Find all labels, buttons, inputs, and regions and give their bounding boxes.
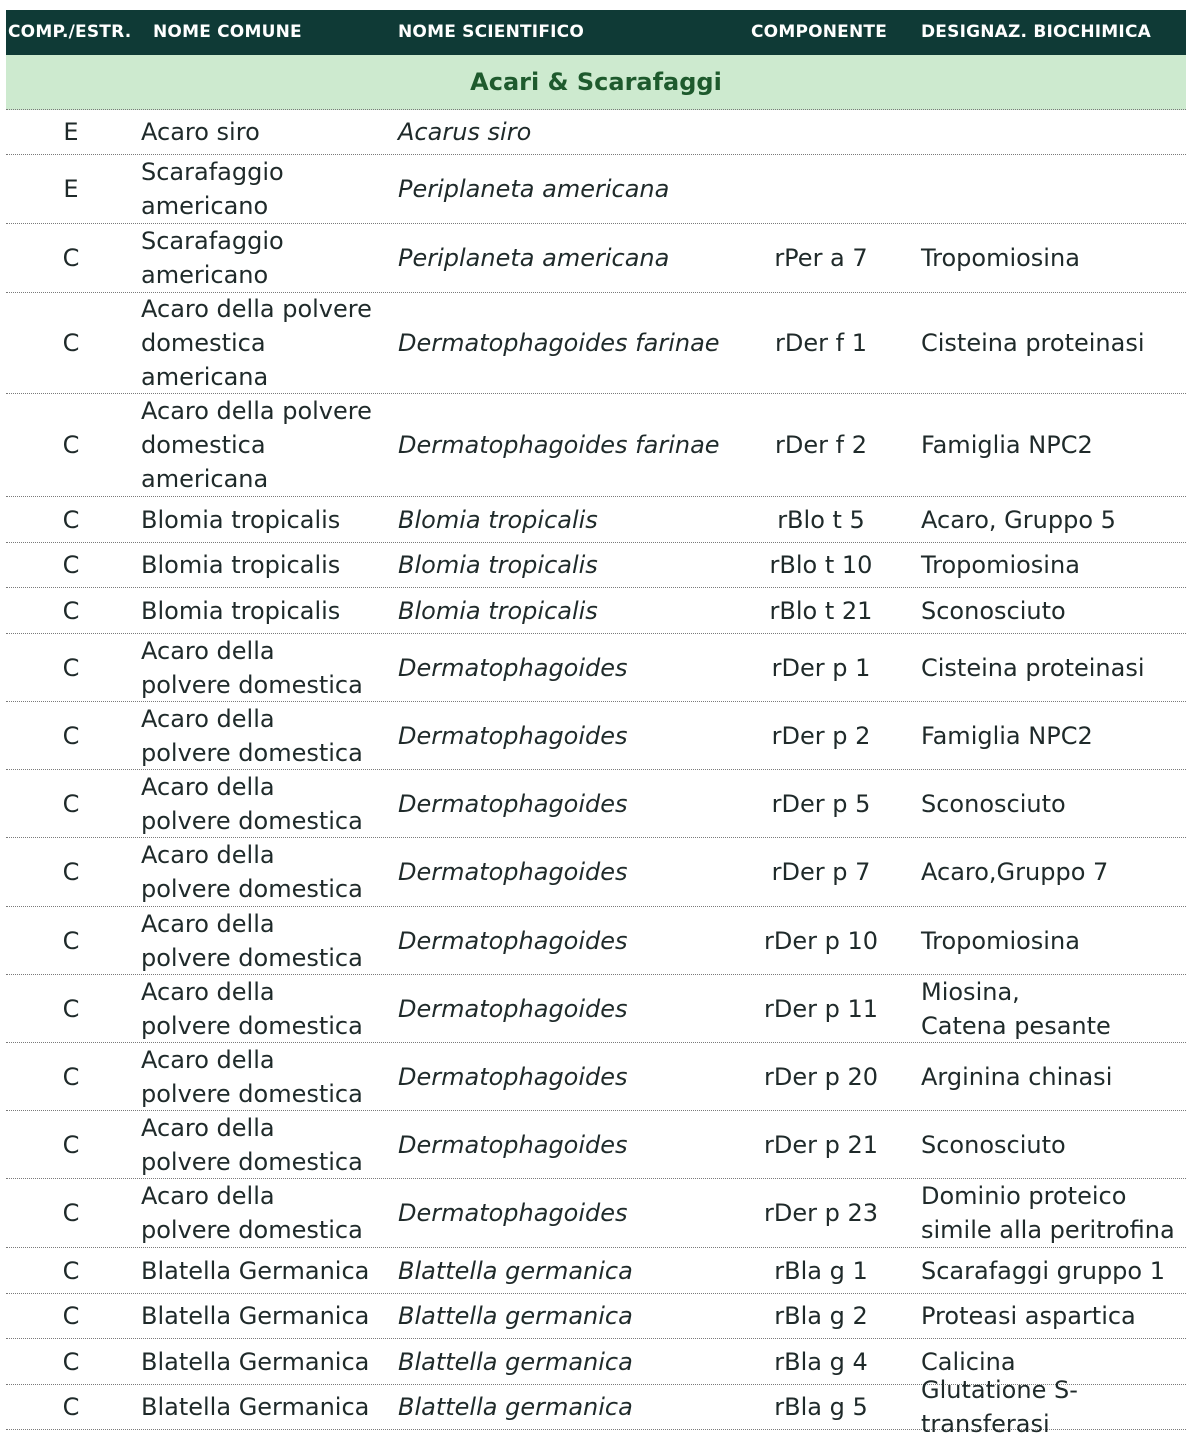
table-row xyxy=(6,588,1186,634)
table-row xyxy=(6,770,1186,838)
cell-nome-comune: Blomia tropicalis xyxy=(141,596,341,625)
cell-nome-scientifico: Periplaneta americana xyxy=(398,175,670,203)
cell-nome-comune: Blomia tropicalis xyxy=(141,551,341,579)
cell-nome-comune: Acaro della polvere domestica xyxy=(141,909,363,972)
cell-designazione: Famiglia NPC2 xyxy=(921,721,1093,750)
cell-comp-estr: C xyxy=(62,1130,80,1159)
cell-comp-estr: C xyxy=(62,1256,80,1285)
table-row xyxy=(6,543,1186,588)
cell-nome-scientifico: Periplaneta americana xyxy=(398,244,670,272)
cell-comp-estr: C xyxy=(62,926,80,955)
cell-nome-scientifico: Dermatophagoides xyxy=(398,1199,628,1227)
cell-componente xyxy=(751,110,891,154)
cell-componente: rDer p 11 xyxy=(763,994,878,1023)
cell-componente: rBla g 4 xyxy=(774,1347,868,1376)
cell-nome-comune: Blatella Germanica xyxy=(141,1302,370,1330)
cell-componente: rBlo t 5 xyxy=(777,505,865,534)
cell-nome-scientifico: Dermatophagoides farinae xyxy=(398,329,720,357)
cell-comp-estr: C xyxy=(62,653,80,682)
header-comp-estr: COMP./ESTR. xyxy=(8,22,132,42)
cell-nome-comune: Acaro della polvere domestica americana xyxy=(141,295,372,391)
cell-comp-estr: C xyxy=(62,1393,80,1421)
cell-designazione: Calicina xyxy=(921,1347,1016,1376)
cell-nome-scientifico: Blomia tropicalis xyxy=(398,596,598,625)
cell-nome-scientifico: Dermatophagoides xyxy=(398,1062,628,1091)
table-header xyxy=(6,10,1186,55)
table-row xyxy=(6,907,1186,975)
table-row xyxy=(6,497,1186,543)
cell-nome-comune: Scarafaggio americano xyxy=(141,227,284,289)
cell-comp-estr: C xyxy=(62,329,80,357)
cell-nome-scientifico: Blattella germanica xyxy=(398,1393,633,1421)
cell-nome-scientifico: Dermatophagoides xyxy=(398,789,628,818)
cell-nome-scientifico: Blomia tropicalis xyxy=(398,551,598,579)
cell-designazione: Dominio proteico simile alla peritrofina xyxy=(921,1182,1175,1244)
cell-designazione: Glutatione S-transferasi xyxy=(921,1376,1078,1438)
cell-comp-estr: C xyxy=(62,994,80,1023)
table-row xyxy=(6,1111,1186,1179)
table-row xyxy=(6,1043,1186,1111)
cell-nome-scientifico: Blomia tropicalis xyxy=(398,505,598,534)
cell-designazione xyxy=(921,155,1186,223)
cell-nome-comune: Acaro della polvere domestica xyxy=(141,1045,363,1108)
cell-designazione: Arginina chinasi xyxy=(921,1062,1113,1091)
table-row xyxy=(6,975,1186,1043)
table-row xyxy=(6,224,1186,293)
cell-componente: rDer p 7 xyxy=(771,858,871,886)
cell-comp-estr: C xyxy=(62,244,80,272)
cell-comp-estr: C xyxy=(62,505,80,534)
cell-designazione xyxy=(921,110,1186,154)
header-designazione: DESIGNAZ. BIOCHIMICA xyxy=(921,22,1151,42)
cell-designazione: Sconosciuto xyxy=(921,596,1066,625)
table-row xyxy=(6,702,1186,770)
cell-componente: rDer p 20 xyxy=(763,1062,878,1091)
table-row xyxy=(6,155,1186,224)
cell-componente: rBla g 1 xyxy=(774,1256,868,1285)
cell-componente: rDer p 5 xyxy=(771,789,871,818)
cell-designazione: Cisteina proteinasi xyxy=(921,329,1145,357)
cell-componente: rDer f 2 xyxy=(775,431,867,459)
cell-comp-estr: C xyxy=(62,858,80,886)
cell-comp-estr: C xyxy=(62,431,80,459)
cell-nome-scientifico: Blattella germanica xyxy=(398,1302,633,1330)
cell-comp-estr: C xyxy=(62,596,80,625)
table-row xyxy=(6,1248,1186,1294)
cell-componente: rDer p 21 xyxy=(763,1130,878,1159)
cell-nome-scientifico: Dermatophagoides xyxy=(398,926,628,955)
cell-designazione: Famiglia NPC2 xyxy=(921,431,1093,459)
cell-nome-comune: Acaro della polvere domestica xyxy=(141,977,363,1040)
table-row xyxy=(6,110,1186,155)
cell-componente xyxy=(751,155,891,223)
cell-nome-scientifico: Dermatophagoides xyxy=(398,1130,628,1159)
cell-nome-scientifico: Dermatophagoides xyxy=(398,858,628,886)
cell-comp-estr: C xyxy=(62,721,80,750)
cell-comp-estr: E xyxy=(63,118,79,146)
cell-comp-estr: C xyxy=(62,789,80,818)
cell-designazione: Miosina, Catena pesante xyxy=(921,977,1111,1040)
cell-designazione: Tropomiosina xyxy=(921,244,1080,272)
cell-designazione: Scarafaggi gruppo 1 xyxy=(921,1256,1165,1285)
cell-designazione: Cisteina proteinasi xyxy=(921,653,1145,682)
cell-nome-comune: Blomia tropicalis xyxy=(141,505,341,534)
cell-nome-scientifico: Dermatophagoides xyxy=(398,721,628,750)
cell-nome-scientifico: Dermatophagoides xyxy=(398,653,628,682)
cell-designazione: Tropomiosina xyxy=(921,551,1080,579)
cell-nome-comune: Blatella Germanica xyxy=(141,1347,370,1376)
cell-componente: rBlo t 10 xyxy=(769,551,873,579)
cell-comp-estr: C xyxy=(62,1302,80,1330)
cell-nome-comune: Scarafaggio americano xyxy=(141,158,284,220)
cell-nome-comune: Acaro della polvere domestica xyxy=(141,636,363,699)
cell-comp-estr: C xyxy=(62,551,80,579)
cell-nome-comune: Acaro della polvere domestica xyxy=(141,841,363,903)
cell-nome-scientifico: Acarus siro xyxy=(398,118,532,146)
cell-designazione: Tropomiosina xyxy=(921,926,1080,955)
cell-nome-comune: Blatella Germanica xyxy=(141,1256,370,1285)
header-componente: COMPONENTE xyxy=(751,22,888,42)
cell-comp-estr: C xyxy=(62,1347,80,1376)
cell-nome-comune: Blatella Germanica xyxy=(141,1393,370,1421)
cell-nome-comune: Acaro della polvere domestica xyxy=(141,1182,363,1244)
table-row xyxy=(6,394,1186,497)
cell-nome-comune: Acaro siro xyxy=(141,118,260,146)
section-title: Acari & Scarafaggi xyxy=(6,55,1186,110)
table-row xyxy=(6,1179,1186,1248)
cell-comp-estr: C xyxy=(62,1062,80,1091)
cell-componente: rPer a 7 xyxy=(774,244,868,272)
cell-nome-scientifico: Dermatophagoides farinae xyxy=(398,431,720,459)
cell-designazione: Proteasi aspartica xyxy=(921,1302,1136,1330)
cell-componente: rDer p 2 xyxy=(771,721,871,750)
cell-designazione: Sconosciuto xyxy=(921,1130,1066,1159)
cell-nome-scientifico: Dermatophagoides xyxy=(398,994,628,1023)
table-row xyxy=(6,634,1186,702)
cell-nome-comune: Acaro della polvere domestica xyxy=(141,1113,363,1176)
cell-comp-estr: E xyxy=(63,175,79,203)
cell-nome-comune: Acaro della polvere domestica americana xyxy=(141,397,372,493)
cell-componente: rBla g 5 xyxy=(774,1393,868,1421)
cell-componente: rBla g 2 xyxy=(774,1302,868,1330)
cell-componente: rDer p 10 xyxy=(763,926,878,955)
cell-designazione: Acaro,Gruppo 7 xyxy=(921,858,1109,886)
cell-nome-scientifico: Blattella germanica xyxy=(398,1256,633,1285)
header-nome-scientifico: NOME SCIENTIFICO xyxy=(398,22,584,42)
cell-nome-comune: Acaro della polvere domestica xyxy=(141,704,363,767)
cell-componente: rBlo t 21 xyxy=(769,596,873,625)
table-row xyxy=(6,293,1186,394)
cell-componente: rDer p 1 xyxy=(771,653,871,682)
table-row xyxy=(6,838,1186,907)
cell-nome-comune: Acaro della polvere domestica xyxy=(141,772,363,835)
cell-nome-scientifico: Blattella germanica xyxy=(398,1347,633,1376)
cell-comp-estr: C xyxy=(62,1199,80,1227)
cell-componente: rDer p 23 xyxy=(763,1199,878,1227)
header-nome-comune: NOME COMUNE xyxy=(153,22,302,42)
cell-designazione: Sconosciuto xyxy=(921,789,1066,818)
table-row xyxy=(6,1376,1186,1438)
cell-designazione: Acaro, Gruppo 5 xyxy=(921,505,1116,534)
table-row xyxy=(6,1294,1186,1339)
cell-componente: rDer f 1 xyxy=(775,329,867,357)
